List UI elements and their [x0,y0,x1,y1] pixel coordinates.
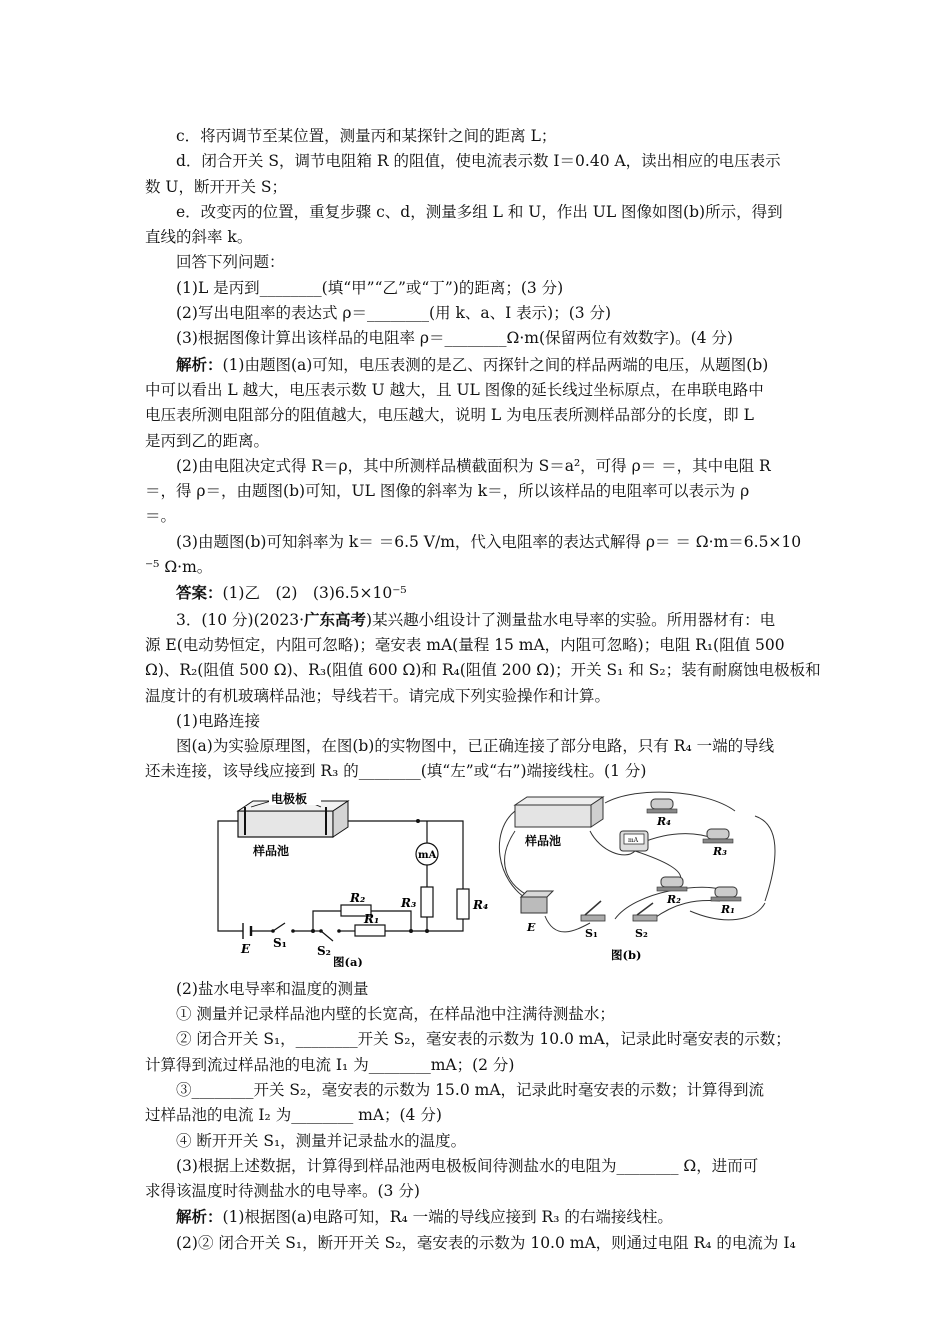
problem-3-text: )某兴趣小组设计了测量盐水电导率的实验。所用器材有：电 [366,610,776,629]
junction-right [425,929,429,933]
step-4: ④ 断开开关 S₁，测量并记录盐水的温度。 [176,1131,467,1150]
part-1-text: 图(a)为实验原理图，在图(b)的实物图中，已正确连接了部分电路，只有 R₄ 一端的导线 [176,737,775,756]
question-3: (3)根据图像计算出该样品的电阻率 ρ＝________Ω·m(保留两位有效数字)。(4 分) [176,329,733,348]
answer-label: 答案： [176,583,223,603]
electrode-label: 电极板 [271,791,308,806]
wire-c [755,816,775,901]
step-2: ② 闭合开关 S₁，________开关 S₂，毫安表的示数为 10.0 mA，记录此时毫安表的示数； [176,1030,791,1049]
question-2: (2)写出电阻率的表达式 ρ＝________(用 k、a、I 表示)；(3 分) [176,304,612,323]
figures [145,791,810,971]
battery-b-box [521,897,547,913]
problem-3-cont-a: 源 E(电动势恒定，内阻可忽略)；毫安表 mA(量程 15 mA，内阻可忽略)；电阻 R₁(阻值 500 [145,635,785,654]
analysis-3: (3)由题图(b)可知斜率为 k＝ ＝6.5 V/m，代入电阻率的表达式解得 ρ＝ ＝ Ω·m＝6.5×10 [176,532,802,551]
s2-b-label: S₂ [635,926,648,940]
analysis-2: (2)由电阻决定式得 R＝ρ，其中所测样品横截面积为 S＝a²，可得 ρ＝ ＝，其中电阻 R [176,456,771,475]
resistor-r1 [355,925,385,936]
s2-contact-2 [337,929,341,933]
step-c: c．将丙调节至某位置，测量丙和某探针之间的距离 L； [176,127,557,145]
s1-b-label: S₁ [585,926,598,940]
junction-top [416,819,420,823]
analysis-b-1 [145,1204,810,1230]
part-2-title: (2)盐水电导率和温度的测量 [176,979,369,998]
resistor-b-r4 [647,799,677,813]
part-3-cont: 求得该温度时待测盐水的电导率。(3 分) [145,1182,420,1201]
sample-pool-box [238,811,333,837]
part-1-cont: 还未连接，该导线应接到 R₃ 的________(填“左”或“右”)端接线柱。(1 分) [145,762,647,781]
r1-label: R₁ [364,911,380,926]
s2-label: S₂ [317,943,331,958]
figure-a-circuit [213,791,505,967]
answer-text: (1)乙 (2) (3)6.5×10⁻⁵ [222,584,407,603]
analysis-2-cont-b: ＝。 [145,507,177,526]
r4-label: R₄ [473,897,489,912]
s1-contact [271,929,275,933]
analysis-3-cont: ⁻⁵ Ω·m。 [145,558,213,577]
resistor-b-r2 [657,877,687,891]
meter-b-label: mA [628,836,639,844]
r3-label: R₃ [401,895,417,910]
resistor-r4 [457,889,469,919]
problem-3-source: 广东高考 [304,609,367,629]
questions-intro: 回答下列问题： [176,253,285,272]
figure-a-caption: 图(a) [333,954,363,967]
document-page [145,124,821,1256]
analysis-1-cont-a: 中可以看出 L 越大，电压表示数 U 越大，且 UL 图像的延长线过坐标原点，在串联电路中 [145,380,764,399]
pool-b-label: 样品池 [525,833,562,848]
r4-b-label: R₄ [657,814,671,828]
s2-contact [319,929,323,933]
wire-f [653,900,720,918]
junction-mid [409,929,413,933]
step-e: e．改变丙的位置，重复步骤 c、d，测量多组 L 和 U，作出 UL 图像如图(b)所示，得到 [176,202,783,221]
figure-b-apparatus [485,791,805,967]
analysis-1 [145,352,810,378]
step-3-cont: 过样品池的电流 I₂ 为________ mA；(4 分) [145,1106,442,1125]
analysis-1-text: (1)由题图(a)可知，电压表测的是乙、丙探针之间的样品两端的电压，从题图(b) [222,355,769,374]
milliammeter-label: mA [418,849,437,861]
switch-b-s2 [633,903,657,921]
part-1-title: (1)电路连接 [176,711,260,730]
step-2-cont: 计算得到流过样品池的电流 I₁ 为________mA；(2 分) [145,1055,515,1074]
pool-b-top [515,797,603,805]
e-label: E [241,941,251,956]
r2-label: R₂ [350,890,366,905]
resistor-r3 [421,887,433,917]
step-e-cont: 直线的斜率 k。 [145,228,253,247]
pool-label: 样品池 [253,843,290,858]
switch-b-s1 [581,901,605,921]
analysis-2-cont-a: ＝，得 ρ＝，由题图(b)可知，UL 图像的斜率为 k＝，所以该样品的电阻率可以表示为 ρ [145,482,750,501]
s1-contact-2 [291,929,295,933]
step-1: ① 测量并记录样品池内壁的长宽高，在样品池中注满待测盐水； [176,1005,615,1024]
resistor-b-r3 [703,829,733,843]
battery-b-top [521,891,553,897]
e-b-label: E [527,920,536,934]
answer [145,580,810,606]
analysis-1-cont-c: 是丙到乙的距离。 [145,431,270,450]
part-3: (3)根据上述数据，计算得到样品池两电极板间待测盐水的电阻为________ Ω，进而可 [176,1156,759,1175]
resistor-b-r1 [711,887,741,901]
r2-b-label: R₂ [667,892,681,906]
problem-3-cont-c: 温度计的有机玻璃样品池；导线若干。请完成下列实验操作和计算。 [145,686,611,705]
step-d: d．闭合开关 S，调节电阻箱 R 的阻值，使电流表示数 I＝0.40 A，读出相应的电压表示 [176,152,781,171]
pool-b-box [515,805,591,827]
analysis-1-cont-b: 电压表所测电阻部分的阻值越大，电压越大，说明 L 为电压表所测样品部分的长度，即 L [145,406,754,425]
step-d-cont: 数 U，断开开关 S； [145,177,288,196]
problem-3-number: 3．(10 分)(2023· [176,610,305,629]
r1-b-label: R₁ [721,902,735,916]
r3-b-label: R₃ [713,844,727,858]
s1-label: S₁ [273,935,287,950]
problem-3 [145,607,810,633]
question-1: (1)L 是丙到________(填“甲”“乙”或“丁”)的距离；(3 分) [176,278,564,297]
junction-left [311,929,315,933]
problem-3-cont-b: Ω)、R₂(阻值 500 Ω)、R₃(阻值 600 Ω)和 R₄(阻值 200 Ω)；开关 S₁ 和 S₂；装有耐腐蚀电极板和 [145,661,821,680]
figure-b-caption: 图(b) [611,947,642,962]
step-3: ③________开关 S₂，毫安表的示数为 15.0 mA，记录此时毫安表的示数；计算得到流 [176,1080,765,1099]
analysis-b-1-text: (1)根据图(a)电路可知，R₄ 一端的导线应接到 R₃ 的右端接线柱。 [222,1208,673,1227]
analysis-b-label: 解析： [176,1207,223,1227]
analysis-label: 解析： [176,354,223,374]
analysis-b-2: (2)② 闭合开关 S₁，断开开关 S₂，毫安表的示数为 10.0 mA，则通过电阻 R₄ 的电流为 I₄ [176,1233,796,1252]
